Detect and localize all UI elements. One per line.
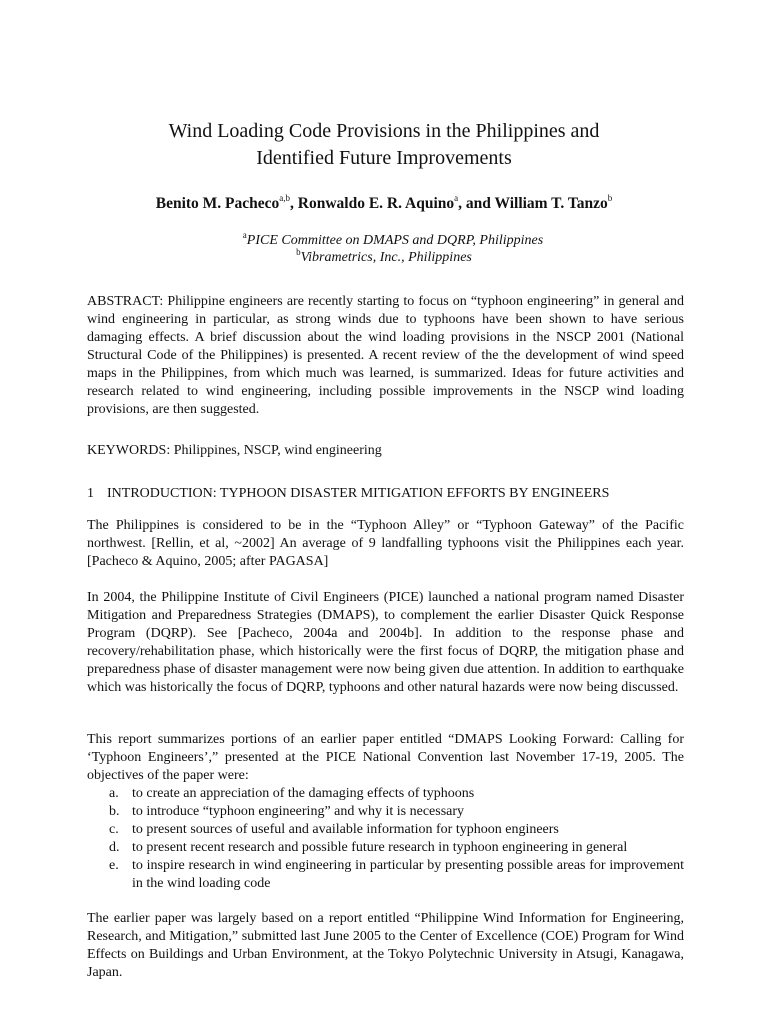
list-marker: a. — [109, 786, 119, 801]
body-paragraph: The Philippines is considered to be in the “Typhoon Alley” or “Typhoon Gateway” of the Pacific northwest. [Rellin, et al, ~2002] An average of 9 landfalling typhoons visit the Philippines each year. [Pacheco & Aquino, 2005; after PAGASA] — [87, 518, 684, 569]
body-paragraph: The earlier paper was largely based on a report entitled “Philippine Wind Information for Engineering, Research, and Mitigation,” submitted last June 2005 to the Center of Excellence (COE) Program for Wind Effects on Buildings and Urban Environment, at the Tokyo Polytechnic University in Atsugi, Kanagawa, Japan. — [87, 911, 684, 980]
affiliation-mark: b — [296, 247, 301, 257]
author-name: Ronwaldo E. R. Aquino — [297, 195, 455, 212]
list-item — [87, 839, 684, 857]
keywords: KEYWORDS: Philippines, NSCP, wind engineering — [87, 443, 382, 458]
body-paragraph: In 2004, the Philippine Institute of Civil Engineers (PICE) launched a national program named Disaster Mitigation and Preparedness Strategies (DMAPS), to complement the earlier Disaster Quick Response Program (DQRP). See [Pacheco, 2004a and 2004b]. In addition to the response phase and recovery/rehabilitation phase, which historically were the first focus of DQRP, the mitigation phase and preparedness phase of disaster management were now being given due attention. In addition to earthquake which was historically the focus of DQRP, typhoons and other natural hazards were now being discussed. — [87, 590, 684, 695]
author-separator: , and — [458, 195, 495, 212]
body-paragraph-text: This report summarizes portions of an earlier paper entitled “DMAPS Looking Forward: Calling for ‘Typhoon Engineers’,” presented at the PICE National Convention last November 17-19, 2005. The objectives of the paper were: — [87, 732, 684, 783]
abstract: ABSTRACT: Philippine engineers are recently starting to focus on “typhoon engineering” in general and wind engineering in particular, as strong winds due to typhoons have been shown to have serious damaging effects. A brief discussion about the wind loading provisions in the NSCP 2001 (National Structural Code of the Philippines) is presented. A recent review of the the development of wind speed maps in the Philippines, from which much was learned, is summarized. Ideas for future activities and research related to wind engineering, including possible improvements in the NSCP wind loading provisions, are then suggested. — [87, 294, 684, 417]
section-title: INTRODUCTION: TYPHOON DISASTER MITIGATION EFFORTS BY ENGINEERS — [107, 486, 610, 501]
list-item — [87, 857, 684, 893]
list-marker: c. — [109, 822, 119, 837]
affiliation-text: PICE Committee on DMAPS and DQRP, Philippines — [246, 233, 544, 248]
affiliation-b — [0, 249, 768, 266]
affiliation-list — [0, 232, 768, 266]
paper-title — [0, 118, 768, 172]
body-paragraph-objectives — [87, 731, 684, 893]
author-name: Benito M. Pacheco — [155, 195, 280, 212]
list-item — [87, 821, 684, 839]
affiliation-a — [0, 232, 768, 249]
affiliation-text: Vibrametrics, Inc., Philippines — [300, 250, 472, 265]
list-marker: e. — [109, 858, 119, 873]
paper-title-line-1: Wind Loading Code Provisions in the Philippines and — [168, 120, 600, 142]
author-name: William T. Tanzo — [494, 195, 608, 212]
section-heading — [87, 485, 684, 503]
list-item-text: to inspire research in wind engineering in particular by presenting possible areas for improvement in the wind loading code — [132, 858, 684, 891]
list-item-text: to present recent research and possible future research in typhoon engineering in general — [132, 840, 628, 855]
section-number: 1 — [87, 486, 94, 501]
author-list — [0, 192, 768, 216]
list-marker: d. — [109, 840, 120, 855]
author-affiliation-mark: a — [454, 193, 459, 203]
list-item-text: to present sources of useful and available information for typhoon engineers — [132, 822, 559, 837]
list-item-text: to introduce “typhoon engineering” and why it is necessary — [132, 804, 465, 819]
author-affiliation-mark: a,b — [279, 193, 291, 203]
list-marker: b. — [109, 804, 120, 819]
paper-title-line-2: Identified Future Improvements — [256, 147, 512, 169]
objectives-list — [87, 785, 684, 893]
list-item — [87, 803, 684, 821]
author-separator: , — [290, 195, 298, 212]
affiliation-mark: a — [242, 230, 247, 240]
list-item — [87, 785, 684, 803]
author-affiliation-mark: b — [607, 193, 613, 203]
list-item-text: to create an appreciation of the damaging effects of typhoons — [132, 786, 475, 801]
